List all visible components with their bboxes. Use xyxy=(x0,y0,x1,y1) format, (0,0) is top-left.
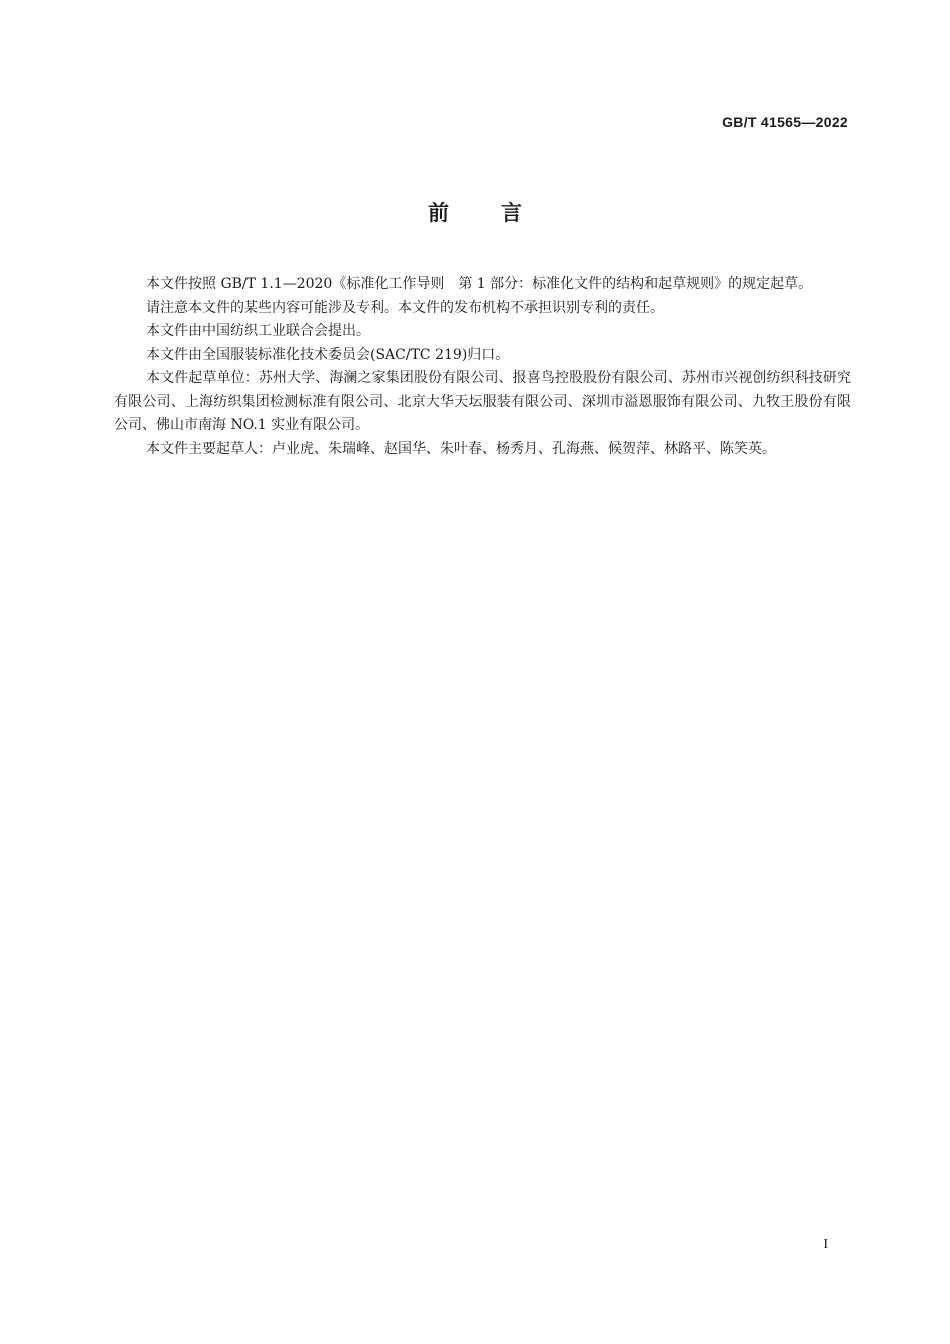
paragraph-drafters: 本文件主要起草人：卢业虎、朱瑞峰、赵国华、朱叶春、杨秀月、孔海燕、候贺萍、林路平、陈笑英。 xyxy=(146,440,776,457)
paragraph-drafting-basis: 本文件按照 GB/T 1.1—2020《标准化工作导则 第 1 部分：标准化文件的结构和起草规则》的规定起草。 xyxy=(146,276,813,292)
heading-char-1: 前 xyxy=(428,201,449,225)
heading-char-2: 言 xyxy=(501,201,522,225)
section-heading xyxy=(0,197,950,227)
paragraph-patent-notice: 请注意本文件的某些内容可能涉及专利。本文件的发布机构不承担识别专利的责任。 xyxy=(146,299,664,316)
paragraph-technical-committee: 本文件由全国服装标准化技术委员会(SAC/TC 219)归口。 xyxy=(146,346,510,363)
paragraph-proposer: 本文件由中国纺织工业联合会提出。 xyxy=(146,323,370,339)
page-number: I xyxy=(823,1237,828,1252)
standard-number: GB/T 41565—2022 xyxy=(722,114,848,130)
foreword-body xyxy=(114,273,851,461)
paragraph-drafting-units: 本文件起草单位：苏州大学、海澜之家集团股份有限公司、报喜鸟控股股份有限公司、苏州市兴视创纺织科技研究有限公司、上海纺织集团检测标准有限公司、北京大华天坛服装有限公司、深圳市溢恩服饰有限公司、九牧王股份有限公司、佛山市南海 NO.1 实业有限公司。 xyxy=(114,370,851,433)
